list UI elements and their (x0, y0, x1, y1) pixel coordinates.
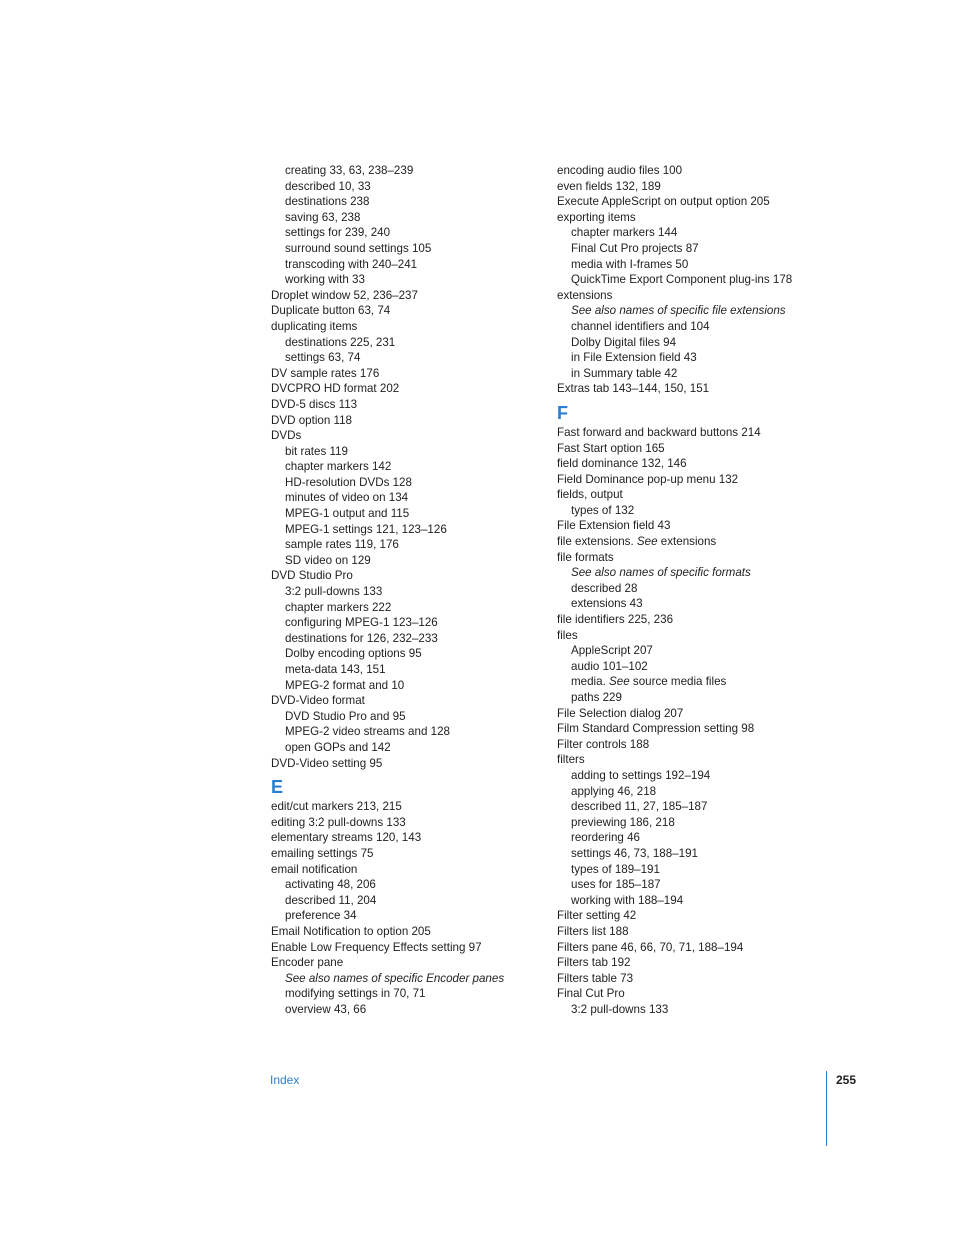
index-subentry: meta-data 143, 151 (285, 663, 386, 676)
index-entry: DVCPRO HD format 202 (271, 382, 400, 396)
index-subentry: adding to settings 192–194 (571, 768, 711, 782)
index-entry: DVD Studio Pro (271, 569, 353, 583)
index-entry: filters (557, 753, 585, 767)
index-subentry: Final Cut Pro projects 87 (571, 241, 699, 255)
index-subentry: working with 188–194 (571, 893, 684, 907)
index-subentry: described 10, 33 (285, 179, 371, 193)
index-entry: even fields 132, 189 (557, 179, 661, 193)
entry-term: media. (571, 675, 610, 689)
index-entry: Encoder pane (271, 956, 344, 970)
index-entry: field dominance 132, 146 (557, 457, 687, 471)
index-entry: editing 3:2 pull-downs 133 (271, 815, 406, 829)
section-letter: F (557, 402, 568, 423)
see-target: source media files (629, 675, 727, 689)
index-subentry: media with I-frames 50 (571, 257, 689, 271)
index-subentry: SD video on 129 (285, 553, 371, 567)
index-subentry: destinations 238 (285, 195, 370, 209)
index-subentry: Dolby Digital files 94 (571, 335, 677, 349)
index-subentry: previewing 186, 218 (571, 815, 675, 829)
index-subentry: HD-resolution DVDs 128 (285, 475, 412, 489)
index-subentry: destinations for 126, 232–233 (285, 631, 438, 645)
index-entry: Duplicate button 63, 74 (271, 304, 391, 318)
index-entry: files (557, 628, 578, 642)
index-subentry: surround sound settings 105 (285, 241, 432, 255)
footer-section-label: Index (270, 1073, 300, 1087)
footer-divider (826, 1071, 827, 1146)
index-see-also: See also names of specific formats (571, 566, 751, 580)
index-entry: email notification (271, 862, 358, 876)
index-subentry: in Summary table 42 (571, 366, 678, 380)
index-entry: file formats (557, 550, 614, 564)
index-subentry: settings 63, 74 (285, 351, 361, 365)
index-subentry: 3:2 pull-downs 133 (285, 585, 383, 599)
index-subentry: saving 63, 238 (285, 210, 361, 224)
index-subentry: chapter markers 144 (571, 226, 678, 240)
index-entry: Enable Low Frequency Effects setting 97 (271, 940, 482, 954)
index-entry (557, 534, 857, 550)
index-subentry: applying 46, 218 (571, 784, 657, 798)
index-entry: exporting items (557, 210, 636, 224)
index-subentry: chapter markers 222 (285, 600, 392, 614)
index-subentry: Dolby encoding options 95 (285, 647, 422, 661)
index-subentry: sample rates 119, 176 (285, 538, 399, 552)
index-subentry: types of 132 (571, 503, 635, 517)
index-subentry: 3:2 pull-downs 133 (571, 1002, 669, 1016)
index-subentry: minutes of video on 134 (285, 491, 409, 505)
index-subentry: described 28 (571, 581, 638, 595)
see-reference: See (636, 535, 658, 549)
entry-term: file extensions. (557, 535, 637, 549)
index-subentry: MPEG-1 output and 115 (285, 507, 410, 521)
index-subentry: bit rates 119 (285, 444, 348, 458)
index-entry: Filters pane 46, 66, 70, 71, 188–194 (557, 940, 744, 954)
index-entry: elementary streams 120, 143 (271, 831, 422, 845)
index-entry: extensions (557, 288, 613, 302)
index-entry: fields, output (557, 488, 623, 502)
index-subentry: uses for 185–187 (571, 878, 661, 892)
index-entry: Execute AppleScript on output option 205 (557, 195, 770, 209)
index-subentry: settings 46, 73, 188–191 (571, 846, 698, 860)
index-entry: Email Notification to option 205 (271, 924, 431, 938)
index-subentry: destinations 225, 231 (285, 335, 396, 349)
see-reference: See (609, 675, 630, 689)
index-entry: Filter setting 42 (557, 909, 637, 923)
index-subentry: types of 189–191 (571, 862, 660, 876)
index-entry: DVD-5 discs 113 (271, 397, 358, 411)
index-subentry: AppleScript 207 (571, 644, 653, 658)
index-subentry: open GOPs and 142 (285, 740, 391, 754)
index-entry: Droplet window 52, 236–237 (271, 288, 418, 302)
index-subentry (557, 674, 857, 690)
index-subentry: MPEG-2 video streams and 128 (285, 725, 450, 739)
index-column-right (557, 163, 857, 1017)
see-target: extensions (657, 535, 717, 549)
index-entry: duplicating items (271, 319, 358, 333)
index-entry: DVD-Video format (271, 694, 365, 708)
index-column-left (271, 163, 531, 1017)
index-entry: emailing settings 75 (271, 846, 374, 860)
index-entry: edit/cut markers 213, 215 (271, 800, 402, 814)
index-entry: Filters list 188 (557, 924, 629, 938)
index-subentry: creating 33, 63, 238–239 (285, 164, 414, 177)
index-subentry: overview 43, 66 (285, 1002, 367, 1016)
index-subentry: described 11, 27, 185–187 (571, 800, 708, 814)
index-entry: DVDs (271, 429, 302, 443)
index-subentry: MPEG-1 settings 121, 123–126 (285, 522, 447, 536)
index-subentry: configuring MPEG-1 123–126 (285, 616, 438, 630)
index-subentry: paths 229 (571, 691, 622, 704)
index-entry: Fast Start option 165 (557, 441, 665, 455)
index-entry: DVD-Video setting 95 (271, 756, 383, 770)
index-entry: Filter controls 188 (557, 737, 650, 751)
index-subentry: DVD Studio Pro and 95 (285, 709, 406, 723)
page-number: 255 (836, 1073, 857, 1087)
index-entry: Extras tab 143–144, 150, 151 (557, 382, 710, 396)
index-entry: Filters table 73 (557, 971, 634, 985)
index-subentry: reordering 46 (571, 831, 640, 845)
index-entry: DVD option 118 (271, 413, 352, 427)
index-entry: File Selection dialog 207 (557, 706, 684, 720)
index-entry: Final Cut Pro (557, 987, 625, 1001)
index-see-also: See also names of specific file extensions (571, 304, 786, 318)
index-subentry: in File Extension field 43 (571, 351, 697, 365)
index-entry: Field Dominance pop-up menu 132 (557, 472, 739, 486)
index-subentry: channel identifiers and 104 (571, 319, 710, 333)
index-subentry: audio 101–102 (571, 659, 648, 673)
index-subentry: modifying settings in 70, 71 (285, 987, 426, 1001)
index-entry: Fast forward and backward buttons 214 (557, 425, 761, 439)
index-subentry: activating 48, 206 (285, 878, 376, 892)
index-subentry: settings for 239, 240 (285, 226, 391, 240)
index-subentry: MPEG-2 format and 10 (285, 678, 405, 692)
index-subentry: described 11, 204 (285, 893, 377, 907)
index-subentry: QuickTime Export Component plug-ins 178 (571, 273, 793, 287)
index-entry: DV sample rates 176 (271, 366, 380, 380)
index-subentry: transcoding with 240–241 (285, 257, 418, 271)
index-entry: Film Standard Compression setting 98 (557, 722, 755, 736)
index-entry: file identifiers 225, 236 (557, 613, 674, 627)
index-subentry: chapter markers 142 (285, 460, 392, 474)
index-entry: Filters tab 192 (557, 956, 631, 970)
index-see-also: See also names of specific Encoder panes (285, 971, 505, 985)
index-entry: encoding audio files 100 (557, 164, 683, 177)
section-letter: E (271, 777, 284, 798)
index-entry: File Extension field 43 (557, 519, 671, 533)
index-subentry: working with 33 (285, 273, 365, 287)
index-subentry: preference 34 (285, 909, 357, 923)
index-subentry: extensions 43 (571, 597, 643, 611)
